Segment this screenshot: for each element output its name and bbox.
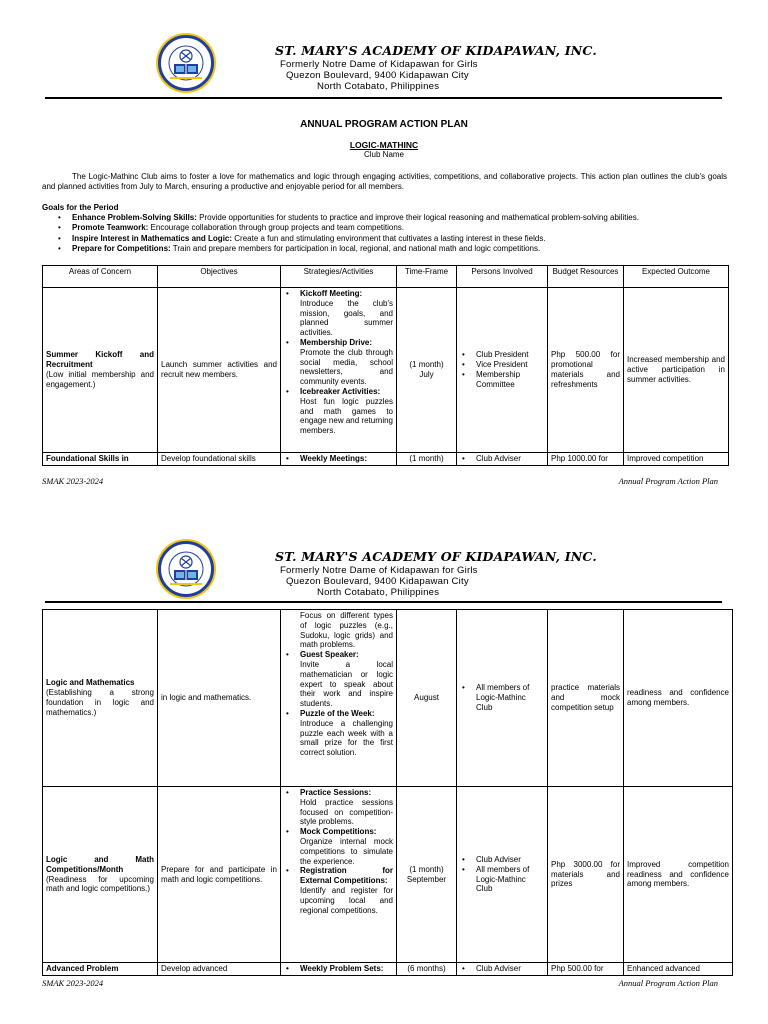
document-title: ANNUAL PROGRAM ACTION PLAN bbox=[300, 119, 468, 130]
objective-cell: Prepare for and participate in math and logic competitions. bbox=[158, 787, 281, 963]
persons-cell: • Club Adviser bbox=[457, 963, 548, 976]
header-province: North Cotabato, Philippines bbox=[317, 587, 440, 598]
area-cell: Advanced Problem bbox=[43, 963, 158, 976]
school-seal-icon bbox=[155, 32, 217, 94]
col-header-budget: Budget Resources bbox=[548, 266, 624, 288]
persons-cell: • Club Adviser • All members of Logic-Mathinc Club bbox=[457, 787, 548, 963]
budget-cell: practice materials and mock competition setup bbox=[548, 610, 624, 787]
intro-paragraph: The Logic-Mathinc Club aims to foster a love for mathematics and logic through engaging activities, competitions, and collaborative projects. This action plan outlines the club's goals and planned activities from July to March, ensuring a productive and enjoyable period for all members. bbox=[42, 172, 727, 191]
budget-cell: Php 500.00 for promotional materials and refreshments bbox=[548, 288, 624, 453]
school-seal-icon bbox=[155, 538, 217, 600]
col-header-outcome: Expected Outcome bbox=[624, 266, 729, 288]
table-row bbox=[43, 963, 733, 976]
goal-item: • Prepare for Competitions: Train and prepare members for participation in local, regional, and national math and logic competitions. bbox=[58, 244, 738, 254]
timeframe-cell: (1 month) bbox=[397, 453, 457, 466]
budget-cell: Php 3000.00 for materials and prizes bbox=[548, 787, 624, 963]
header-former-name: Formerly Notre Dame of Kidapawan for Girls bbox=[280, 59, 478, 70]
budget-cell: Php 1000.00 for bbox=[548, 453, 624, 466]
goal-item: • Promote Teamwork: Encourage collaboration through group projects and team competitions. bbox=[58, 223, 738, 233]
school-name: ST. MARY'S ACADEMY OF KIDAPAWAN, INC. bbox=[275, 549, 597, 564]
col-header-timeframe: Time-Frame bbox=[397, 266, 457, 288]
area-cell: Logic and Mathematics (Establishing a strong foundation in logic and mathematics.) bbox=[43, 610, 158, 787]
club-name: LOGIC-MATHINC bbox=[349, 140, 419, 150]
table-row bbox=[43, 288, 729, 453]
footer-right: Annual Program Action Plan bbox=[618, 476, 718, 486]
footer-left: SMAK 2023-2024 bbox=[42, 978, 104, 988]
outcome-cell: Enhanced advanced bbox=[624, 963, 733, 976]
strategies-cell: • Weekly Meetings: bbox=[281, 453, 397, 466]
budget-cell: Php 500.00 for bbox=[548, 963, 624, 976]
col-header-objectives: Objectives bbox=[158, 266, 281, 288]
header-divider bbox=[45, 97, 722, 99]
header-former-name: Formerly Notre Dame of Kidapawan for Girls bbox=[280, 565, 478, 576]
objective-cell: Launch summer activities and recruit new members. bbox=[158, 288, 281, 453]
table-row bbox=[43, 453, 729, 466]
goal-item: • Enhance Problem-Solving Skills: Provide opportunities for students to practice and improve their logical reasoning and mathematical problem-solving abilities. bbox=[58, 213, 738, 223]
header-address: Quezon Boulevard, 9400 Kidapawan City bbox=[286, 576, 469, 587]
area-cell: Summer Kickoff and Recruitment (Low initial membership and engagement.) bbox=[43, 288, 158, 453]
objective-cell: Develop advanced bbox=[158, 963, 281, 976]
objective-cell: Develop foundational skills bbox=[158, 453, 281, 466]
header-province: North Cotabato, Philippines bbox=[317, 81, 440, 92]
page-1 bbox=[0, 0, 768, 500]
area-cell: Foundational Skills in bbox=[43, 453, 158, 466]
persons-cell: • All members of Logic-Mathinc Club bbox=[457, 610, 548, 787]
col-header-persons: Persons Involved bbox=[457, 266, 548, 288]
outcome-cell: readiness and confidence among members. bbox=[624, 610, 733, 787]
header-divider bbox=[45, 601, 722, 603]
timeframe-cell: (1 month) September bbox=[397, 787, 457, 963]
goals-heading: Goals for the Period bbox=[42, 203, 119, 212]
action-plan-table bbox=[42, 265, 729, 466]
outcome-cell: Improved competition readiness and confidence among members. bbox=[624, 787, 733, 963]
col-header-area: Areas of Concern bbox=[43, 266, 158, 288]
goal-item: • Inspire Interest in Mathematics and Logic: Create a fun and stimulating environment that cultivates a lasting interest in these fields. bbox=[58, 234, 738, 244]
club-name-label: Club Name bbox=[363, 150, 404, 159]
page-2 bbox=[0, 520, 768, 1024]
persons-cell: • Club President • Vice President • Membership Committee bbox=[457, 288, 548, 453]
footer-right: Annual Program Action Plan bbox=[618, 978, 718, 988]
objective-cell: in logic and mathematics. bbox=[158, 610, 281, 787]
strategies-cell: Focus on different types of logic puzzles (e.g., Sudoku, logic grids) and math problems. • Guest Speaker: Invite a local mathematician or logic expert to speak about their work and inspire students. • Puzzle of the Week: Introduce a challenging puzzle each week with a small prize for the first correct solution. bbox=[281, 610, 397, 787]
school-name: ST. MARY'S ACADEMY OF KIDAPAWAN, INC. bbox=[275, 43, 597, 58]
strategies-cell: • Practice Sessions: Hold practice sessions focused on competition-style problems. • Mock Competitions: Organize internal mock competitions to simulate the experience. • Registration for External Competitions: Identify and register for upcoming local and regional competitions. bbox=[281, 787, 397, 963]
footer-left: SMAK 2023-2024 bbox=[42, 476, 104, 486]
outcome-cell: Increased membership and active participation in summer activities. bbox=[624, 288, 729, 453]
outcome-cell: Improved competition bbox=[624, 453, 729, 466]
letterhead bbox=[155, 32, 715, 102]
action-plan-table-continued bbox=[42, 609, 733, 976]
strategies-cell: • Weekly Problem Sets: bbox=[281, 963, 397, 976]
goals-list bbox=[58, 213, 738, 255]
area-cell: Logic and Math Competitions/Month (Readiness for upcoming math and logic competitions.) bbox=[43, 787, 158, 963]
table-header-row bbox=[43, 266, 729, 288]
table-row bbox=[43, 610, 733, 787]
letterhead bbox=[155, 538, 715, 608]
table-row bbox=[43, 787, 733, 963]
timeframe-cell: August bbox=[397, 610, 457, 787]
persons-cell: • Club Adviser bbox=[457, 453, 548, 466]
col-header-strategies: Strategies/Activities bbox=[281, 266, 397, 288]
header-address: Quezon Boulevard, 9400 Kidapawan City bbox=[286, 70, 469, 81]
timeframe-cell: (1 month) July bbox=[397, 288, 457, 453]
strategies-cell: • Kickoff Meeting: Introduce the club's mission, goals, and planned summer activities. • Membership Drive: Promote the club through social media, school newsletters, and community events. • Icebreaker Activities: Host fun logic puzzles and math games to engage new and returning members. bbox=[281, 288, 397, 453]
timeframe-cell: (6 months) bbox=[397, 963, 457, 976]
